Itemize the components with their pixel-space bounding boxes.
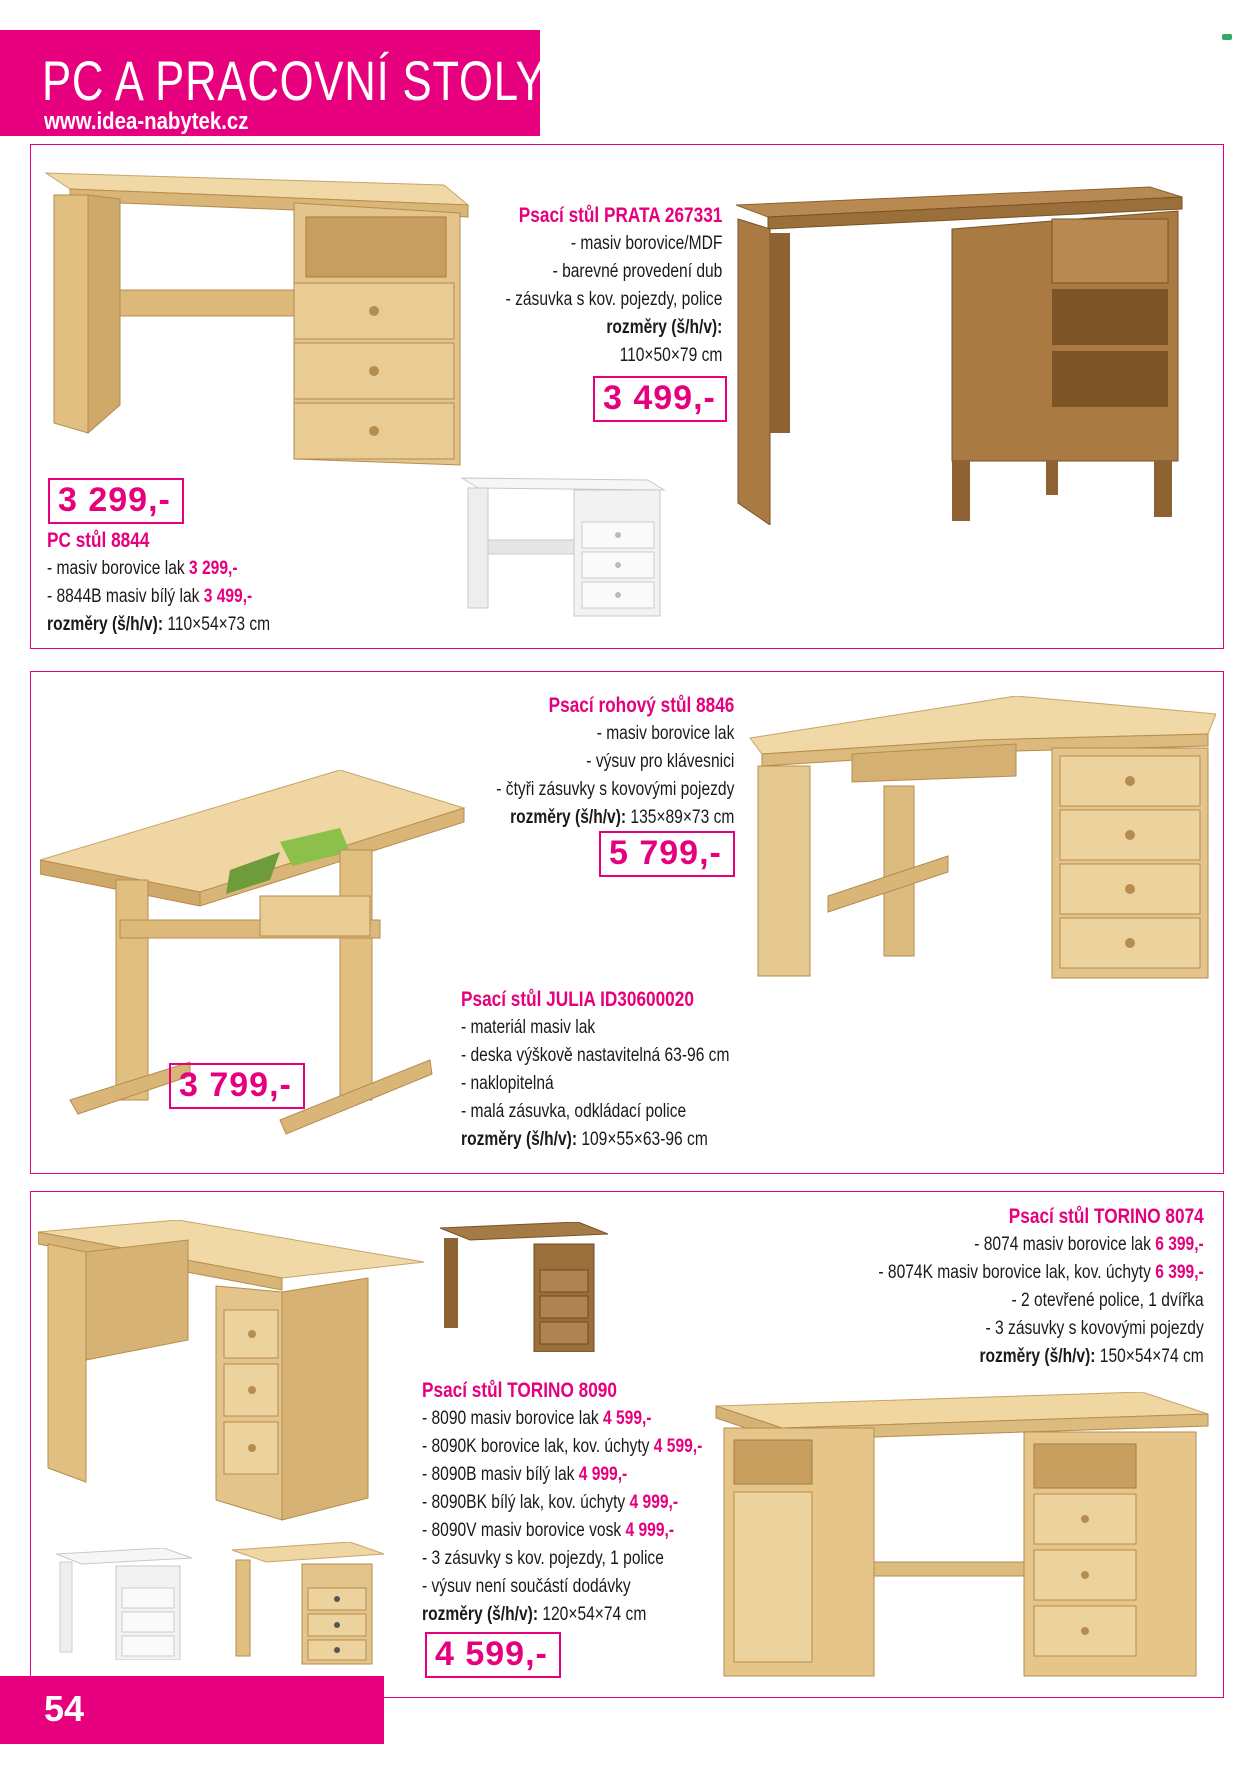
corner8846-line-1: - masiv borovice lak [596,723,734,744]
julia-text-block [461,986,729,1154]
julia-line-3: - naklopitelná [461,1073,554,1094]
desk-torino-8090-pine-image [38,1220,428,1530]
torino8090-line-7: - výsuv není součástí dodávky [422,1576,631,1597]
corner8846-text-block [496,692,734,832]
corner8846-line-3: - čtyři zásuvky s kovovými pojezdy [495,779,734,800]
prata-line-3: - zásuvka s kov. pojezdy, police [505,289,722,310]
torino8090-line-2-price: 4 599,- [653,1436,703,1457]
desk-torino-8090b-white-image [54,1548,194,1660]
prata-text-block [505,202,722,370]
julia-dims-value: 109×55×63-96 cm [577,1129,708,1150]
pc8844-price: 3 299,- [48,478,184,524]
julia-line-2: - deska výškově nastavitelná 63-96 cm [461,1045,730,1066]
torino8074-dims-value: 150×54×74 cm [1095,1346,1204,1367]
torino8074-line-1: - 8074 masiv borovice lak [974,1234,1156,1255]
desk-torino-8074-image [712,1392,1210,1682]
torino8090-line-1-price: 4 599,- [602,1408,652,1429]
prata-title: Psací stůl PRATA 267331 [518,204,722,227]
corner8846-price: 5 799,- [599,831,735,877]
desk-8844-pine-image [40,155,480,475]
pc8844-title: PC stůl 8844 [47,529,150,552]
torino8074-text-block [879,1203,1204,1371]
corner8846-dims-label: rozměry (š/h/v): [509,807,626,828]
torino8074-line-2-price: 6 399,- [1155,1262,1204,1283]
torino8090-line-5-price: 4 999,- [625,1520,675,1541]
julia-dims-label: rozměry (š/h/v): [461,1129,578,1150]
torino8090-text-block [422,1377,702,1629]
torino8090-price: 4 599,- [425,1632,561,1678]
pc8844-line-1: - masiv borovice lak [47,558,190,579]
corner8846-title: Psací rohový stůl 8846 [548,694,734,717]
page-header [0,30,546,136]
desk-prata-oak-image [730,185,1186,525]
torino8090-line-3: - 8090B masiv bílý lak [422,1464,579,1485]
torino8090-line-6: - 3 zásuvky s kov. pojezdy, 1 police [422,1548,664,1569]
desk-8846-corner-image [748,696,1216,982]
julia-price: 3 799,- [169,1063,305,1109]
corner8846-line-2: - výsuv pro klávesnici [585,751,734,772]
torino8074-line-1-price: 6 399,- [1155,1234,1204,1255]
website-url[interactable]: www.idea-nabytek.cz [44,108,249,135]
page-number-bar [0,1676,384,1744]
torino8074-line-3: - 2 otevřené police, 1 dvířka [1011,1290,1204,1311]
julia-title: Psací stůl JULIA ID30600020 [461,988,694,1011]
prata-dims-label: rozměry (š/h/v): [605,317,722,338]
pc8844-dims-value: 110×54×73 cm [163,614,271,635]
torino8090-dims-label: rozměry (š/h/v): [422,1604,539,1625]
pc8844-line-2: - 8844B masiv bílý lak [47,586,204,607]
julia-line-1: - materiál masiv lak [461,1017,596,1038]
torino8074-line-2: - 8074K masiv borovice lak, kov. úchyty [878,1262,1156,1283]
pc8844-text-block [47,527,270,639]
torino8090-line-1: - 8090 masiv borovice lak [422,1408,603,1429]
desk-torino-8090k-pine-image [230,1542,386,1666]
prata-price: 3 499,- [593,376,727,422]
desk-torino-8090v-wax-image [438,1222,612,1352]
prata-line-1: - masiv borovice/MDF [570,233,722,254]
pc8844-line-2-price: 3 499,- [203,586,253,607]
page-title: PC A PRACOVNÍ STOLY [42,49,546,112]
prata-dims-value: 110×50×79 cm [619,345,722,366]
torino8074-line-4: - 3 zásuvky s kovovými pojezdy [985,1318,1204,1339]
desk-8844b-white-image [458,470,668,620]
torino8090-line-4: - 8090BK bílý lak, kov. úchyty [422,1492,630,1513]
torino8074-title: Psací stůl TORINO 8074 [1009,1205,1204,1228]
torino8074-dims-label: rozměry (š/h/v): [979,1346,1096,1367]
page-number: 54 [44,1688,85,1729]
torino8090-dims-value: 120×54×74 cm [538,1604,647,1625]
torino8090-title: Psací stůl TORINO 8090 [422,1379,617,1402]
pc8844-line-1-price: 3 299,- [189,558,238,579]
prata-line-2: - barevné provedení dub [552,261,722,282]
torino8090-line-4-price: 4 999,- [629,1492,679,1513]
torino8090-line-5: - 8090V masiv borovice vosk [422,1520,626,1541]
corner-logo-icon [1222,34,1232,40]
torino8090-line-2: - 8090K borovice lak, kov. úchyty [422,1436,654,1457]
julia-line-4: - malá zásuvka, odkládací police [461,1101,687,1122]
torino8090-line-3-price: 4 999,- [578,1464,628,1485]
pc8844-dims-label: rozměry (š/h/v): [47,614,164,635]
corner8846-dims-value: 135×89×73 cm [625,807,734,828]
